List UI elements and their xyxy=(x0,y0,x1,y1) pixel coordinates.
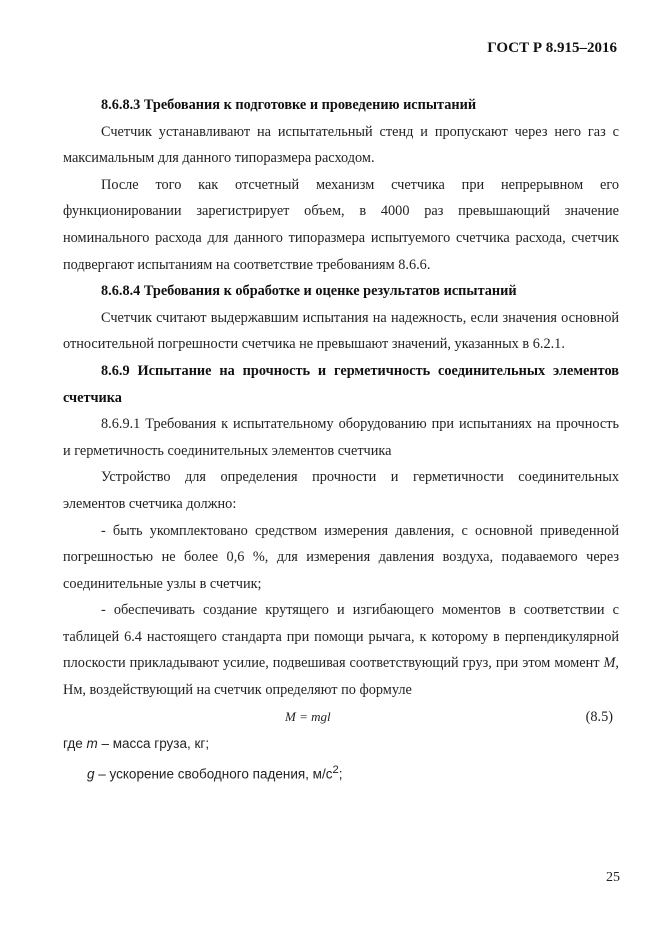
punctuation: ; xyxy=(338,766,343,782)
paragraph: Счетчик считают выдержавшим испытания на надежность, если значения основной относительной погрешности счетчика не превышают значений, указанных в 6.2.1. xyxy=(63,309,619,353)
where-clause-g xyxy=(63,757,619,788)
list-item xyxy=(63,597,619,703)
section-heading-8-6-9: 8.6.9 Испытание на прочность и герметичность соединительных элементов счетчика xyxy=(63,362,619,406)
list-item: - быть укомплектовано средством измерения давления, с основной приведенной погрешностью не более 0,6 %, для измерения давления воздуха, подаваемого через соединительные узлы в счетчик; xyxy=(63,522,619,592)
page-body xyxy=(63,92,619,788)
mass-variable: m xyxy=(86,735,98,751)
moment-variable: М, xyxy=(603,655,619,672)
formula-line xyxy=(63,704,619,731)
mass-definition: – масса груза, кг; xyxy=(97,735,210,751)
section-heading-8-6-8-3: 8.6.8.3 Требования к подготовке и проведению испытаний xyxy=(101,97,477,113)
list-item-text: - обеспечивать создание крутящего и изгибающего моментов в соответствии с таблицей 6.4 настоящего стандарта при помощи рычага, к которому в перпендикулярной плоскости прикладывают усилие, подвешивая соответствующий груз, при этом момент xyxy=(63,602,619,672)
formula-number: (8.5) xyxy=(585,708,613,725)
paragraph: После того как отсчетный механизм счетчика при непрерывном его функционировании зарегистрирует объем, в 4000 раз превышающий значение номинального расхода для данного типоразмера испытуемого счетчика расхода, счетчик подвергают испытаниям на соответствие требованиям 8.6.6. xyxy=(63,176,619,273)
document-header: ГОСТ Р 8.915–2016 xyxy=(487,40,617,56)
paragraph: Счетчик устанавливают на испытательный стенд и пропускают через него газ с максимальным для данного типоразмера расходом. xyxy=(63,123,619,167)
section-heading-8-6-8-4: 8.6.8.4 Требования к обработке и оценке результатов испытаний xyxy=(101,283,517,300)
list-item-text: Нм, воздействующий на счетчик определяют по формуле xyxy=(63,682,412,699)
gravity-definition: – ускорение свободного падения, м/с xyxy=(94,766,333,782)
paragraph: 8.6.9.1 Требования к испытательному оборудованию при испытаниях на прочность и герметичность соединительных элементов счетчика xyxy=(63,416,619,459)
formula-expression: M = mgl xyxy=(285,708,331,724)
page-number: 25 xyxy=(606,870,620,885)
unit-exponent: 2 xyxy=(332,764,339,777)
paragraph: Устройство для определения прочности и герметичности соединительных элементов счетчика должно: xyxy=(63,469,619,512)
gravity-variable: g xyxy=(87,766,95,782)
where-prefix: где xyxy=(63,735,87,751)
where-clause-m xyxy=(63,731,619,758)
